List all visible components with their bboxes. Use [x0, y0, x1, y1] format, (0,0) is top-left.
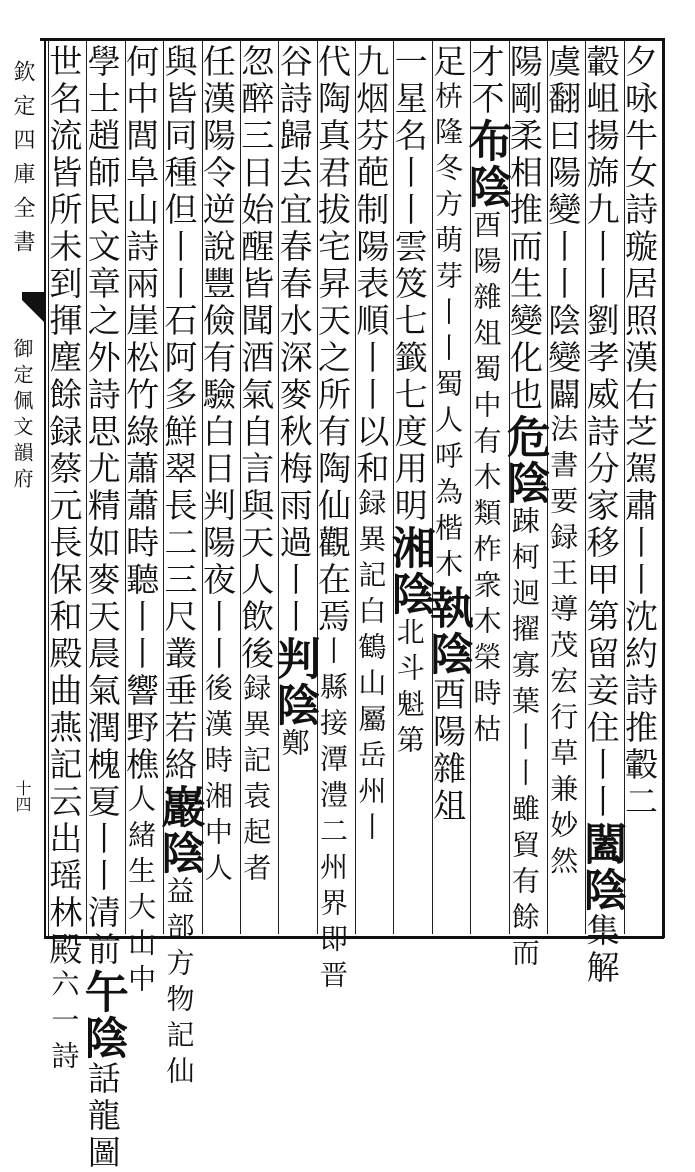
- text-segment: 酉陽雜俎蜀中有木類柞衆木榮時枯: [469, 210, 503, 750]
- text-segment: 後漢時湘中人: [200, 673, 234, 889]
- text-column: [460, 44, 512, 934]
- text-column: [422, 44, 474, 934]
- text-column: [121, 44, 162, 1000]
- text-column: [498, 44, 550, 974]
- text-segment: 與皆同種但丨丨石阿多鮮翠長二三尺叢垂若絡: [159, 44, 199, 784]
- text-column: [383, 44, 435, 934]
- text-segment: 學士趙師民文章之外詩思尤精如麥天晨氣潤槐夏丨丨清前: [82, 44, 122, 969]
- text-segment: 踈柯迥擢寡葉丨丨雖貿有餘而: [507, 506, 541, 974]
- text-column: [44, 44, 85, 1077]
- text-segment: 任漢陽令逆說豐儉有驗白日判陽夜丨丨: [197, 44, 237, 673]
- text-column: [76, 44, 128, 1172]
- frame-right-border: [662, 38, 665, 938]
- entry-headword: 闔陰: [575, 821, 627, 913]
- text-segment: 話龍圖: [82, 1061, 122, 1172]
- text-column: [236, 44, 277, 934]
- text-segment: 夕咏牛女詩璇居照漢右芝駕肅丨丨沈約詩推轂二: [620, 44, 659, 821]
- text-column: [351, 44, 392, 934]
- text-segment: 益部方物記仙: [162, 876, 196, 1092]
- margin-work-title: 御定佩文韻府: [10, 338, 34, 494]
- text-segment: 谷詩歸去宜春春水深麥秋梅雨過丨丨: [274, 44, 314, 636]
- text-column: [313, 44, 354, 996]
- entry-headword: 執陰: [422, 585, 474, 677]
- text-column: [268, 44, 320, 934]
- entry-headword: 危陰: [498, 414, 550, 506]
- text-segment: 代陶真君拔宅昇天之所有陶仙觀在焉: [313, 44, 352, 636]
- entry-headword: 巖陰: [153, 784, 205, 876]
- text-segment: 世名流皆所未到揮塵餘録蔡元長保和殿曲燕記云出瑶林殿: [44, 44, 84, 969]
- entry-headword: 湘陰: [383, 525, 435, 617]
- text-segment: 忽醉三日始醒皆聞酒氣自言與天人飲後: [236, 44, 276, 673]
- text-segment: 法書要録王導茂宏行草兼妙然: [546, 414, 580, 882]
- text-segment: 虞翻曰陽變丨丨陰變闢: [543, 44, 583, 414]
- text-segment: 集解: [581, 913, 621, 987]
- entry-headword: 判陰: [268, 636, 320, 728]
- text-segment: 足: [428, 44, 468, 81]
- text-segment: 枿隆冬方萌芽丨丨蜀人呼為楷木: [431, 81, 465, 585]
- text-column: [197, 44, 239, 934]
- entry-headword: 布陰: [460, 118, 512, 210]
- text-column: [620, 44, 661, 934]
- text-segment: 鄭: [277, 728, 311, 764]
- text-column: [153, 44, 205, 1092]
- text-column: [575, 44, 627, 987]
- text-segment: 録異記白鶴山屬岳州丨: [354, 488, 388, 848]
- text-segment: 録異記袁起者: [239, 673, 273, 889]
- text-segment: 陽剛柔相推而生變化也: [504, 44, 544, 414]
- text-segment: 轂岨揚旆九丨丨劉孝威詩分家移甲第留妾住丨丨: [581, 44, 621, 821]
- margin-book-title: 欽定四庫全書: [10, 60, 35, 264]
- text-segment: 酉陽雜俎: [428, 677, 468, 825]
- text-segment: 丨縣接潭澧二州界即晋: [316, 636, 349, 996]
- text-segment: 一星名丨丨雲笈七籤七度用明: [389, 44, 429, 525]
- text-segment: 北斗魁第: [392, 617, 426, 761]
- entry-headword: 午陰: [76, 969, 128, 1061]
- text-segment: 人緒生大山中: [124, 784, 158, 1000]
- frame-top-border: [40, 38, 664, 41]
- folio-number: 十四: [13, 780, 32, 812]
- text-column: [543, 44, 584, 934]
- text-segment: 六一詩: [47, 969, 81, 1077]
- text-segment: 九烟芬葩制陽表順丨丨以和: [351, 44, 391, 488]
- text-segment: 才不: [466, 44, 506, 118]
- text-segment: 何中閭阜山詩兩崖松竹綠蕭蕭時聽丨丨響野樵: [121, 44, 161, 784]
